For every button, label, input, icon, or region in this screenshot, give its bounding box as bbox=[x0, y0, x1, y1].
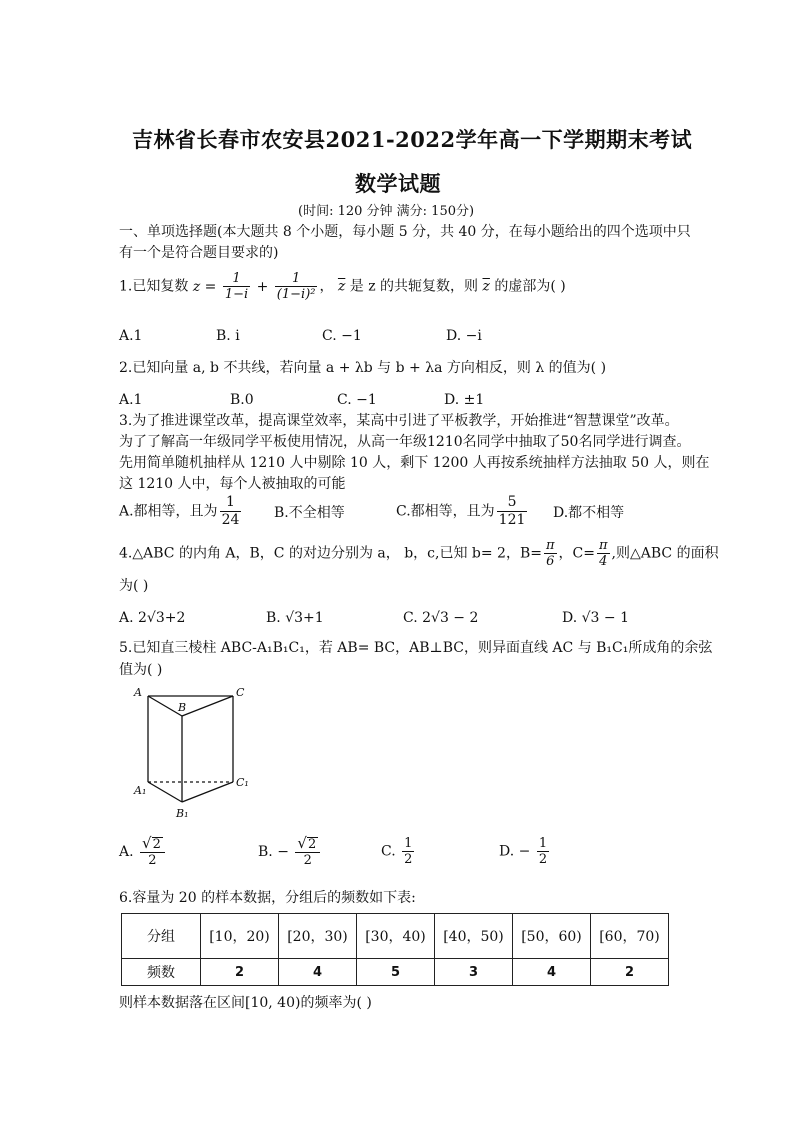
section-intro-line2: 有一个是符合题目要求的) bbox=[119, 245, 279, 261]
q3-line2: 为了了解高一年级同学平板使用情况，从高一年级1210名同学中抽取了50名同学进行调查。 bbox=[119, 434, 691, 450]
q5-line2: 值为( ) bbox=[119, 662, 163, 678]
q2-option-c: C. −1 bbox=[337, 392, 377, 408]
table-cell: [60，70) bbox=[591, 914, 669, 959]
question-6: 6.容量为 20 的样本数据，分组后的频数如下表: bbox=[119, 890, 416, 906]
table-cell: 2 bbox=[591, 959, 669, 986]
q3-option-d: D.都不相等 bbox=[553, 505, 625, 521]
exam-info: (时间: 120 分钟 满分: 150分) bbox=[298, 204, 475, 219]
table-cell: [20，30) bbox=[279, 914, 357, 959]
table-cell: [50，60) bbox=[513, 914, 591, 959]
q4-option-c: C. 2√3 − 2 bbox=[403, 610, 479, 626]
q1-option-a: A.1 bbox=[119, 328, 143, 344]
table-cell: [10，20) bbox=[201, 914, 279, 959]
frequency-table bbox=[121, 913, 669, 986]
q3-line3: 先用简单随机抽样从 1210 人中剔除 10 人，剩下 1200 人再按系统抽样方法抽取 50 人，则在 bbox=[119, 455, 710, 471]
label-a1: A₁ bbox=[134, 784, 147, 797]
q1-formula: z = $\frac{1}{1-i}$ + $\frac{1}{\text{(1−i)²}}$ bbox=[192, 271, 316, 302]
q1-suffix2: 的虚部为( ) bbox=[494, 278, 566, 295]
table-cell: 2 bbox=[201, 959, 279, 986]
table-cell: [30，40) bbox=[357, 914, 435, 959]
table-header-row bbox=[122, 914, 669, 959]
label-a: A bbox=[134, 686, 142, 699]
q1-option-b: B. i bbox=[216, 328, 240, 344]
table-cell: 频数 bbox=[122, 959, 201, 986]
q3-option-b: B.不全相等 bbox=[274, 505, 345, 521]
q5-option-c: C. $\frac{1}{2}$ bbox=[381, 836, 413, 867]
q1-option-c: C. −1 bbox=[322, 328, 362, 344]
q4-line2: 为( ) bbox=[119, 578, 149, 594]
table-cell: [40，50) bbox=[435, 914, 513, 959]
prism-figure bbox=[128, 682, 258, 822]
label-c1: C₁ bbox=[236, 776, 249, 789]
question-2: 2.已知向量 a, b 不共线，若向量 a + λb 与 b + λa 方向相反，则 λ 的值为( ) bbox=[119, 360, 607, 376]
table-cell: 5 bbox=[357, 959, 435, 986]
q2-option-b: B.0 bbox=[230, 392, 254, 408]
table-cell: 4 bbox=[513, 959, 591, 986]
question-4: 4.△ABC 的内角 A，B，C 的对边分别为 a， b，c,已知 b= 2，B= $\frac{\pi}{6}$ ，C= $\frac{\pi}{4}$ ,则△ABC 的面积 bbox=[119, 538, 719, 569]
table-cell: 4 bbox=[279, 959, 357, 986]
q3-line4: 这 1210 人中，每个人被抽取的可能 bbox=[119, 476, 346, 492]
q2-option-a: A.1 bbox=[119, 392, 143, 408]
table-row bbox=[122, 959, 669, 986]
q1-suffix: 是 z 的共轭复数，则 bbox=[349, 278, 479, 295]
q1-option-d: D. −i bbox=[446, 328, 482, 344]
page-subtitle: 数学试题 bbox=[355, 171, 441, 196]
q4-option-d: D. √3 − 1 bbox=[562, 610, 629, 626]
q5-option-b: B. − $\frac{√2}{2}$ bbox=[258, 836, 322, 868]
page-title: 吉林省长春市农安县2021-2022学年高一下学期期末考试 bbox=[132, 127, 693, 152]
q3-option-c: C.都相等，且为 $\frac{5}{121}$ bbox=[396, 494, 526, 528]
question-1: 1.已知复数 z = $\frac{1}{1-i}$ + $\frac{1}{\text{(1−i)²}}$ ， $\overline{z}$ 是 z 的共轭复数，则 $\overline{z}$ 的虚部为( ) bbox=[119, 271, 566, 302]
q1-prefix: 1.已知复数 bbox=[119, 278, 189, 295]
q6-question: 则样本数据落在区间[10, 40)的频率为( ) bbox=[119, 995, 372, 1011]
q2-option-d: D. ±1 bbox=[444, 392, 485, 408]
table-cell: 3 bbox=[435, 959, 513, 986]
q5-option-a: A. $\frac{√2}{2}$ bbox=[119, 836, 167, 868]
q5-line1: 5.已知直三棱柱 ABC-A₁B₁C₁，若 AB= BC，AB⊥BC，则异面直线 AC 与 B₁C₁所成角的余弦 bbox=[119, 640, 713, 656]
label-b1: B₁ bbox=[176, 807, 189, 820]
q3-option-a: A.都相等，且为 $\frac{1}{24}$ bbox=[119, 494, 240, 528]
q4-option-a: A. 2√3+2 bbox=[119, 610, 186, 626]
table-cell: 分组 bbox=[122, 914, 201, 959]
section-intro-line1: 一、单项选择题(本大题共 8 个小题，每小题 5 分，共 40 分，在每小题给出的四个选项中只 bbox=[119, 224, 691, 240]
q3-line1: 3.为了推进课堂改革，提高课堂效率，某高中引进了平板教学，开始推进“智慧课堂”改革。 bbox=[119, 413, 679, 429]
q5-option-d: D. − $\frac{1}{2}$ bbox=[499, 836, 548, 867]
label-c: C bbox=[236, 686, 245, 699]
label-b: B bbox=[178, 701, 187, 714]
q4-option-b: B. √3+1 bbox=[266, 610, 324, 626]
